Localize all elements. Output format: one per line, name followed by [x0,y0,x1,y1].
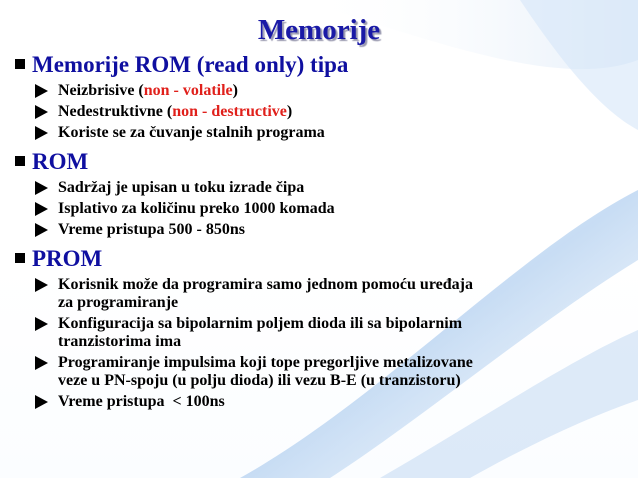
list-item [14,200,626,218]
list-item-line: za programiranje [58,294,179,311]
list-item-line: Programiranje impulsima koji tope pregorljive metalizovane [58,354,473,371]
list-item [14,82,626,100]
list-item-line: Konfiguracija sa bipolarnim poljem dioda ili sa bipolarnim [58,315,463,332]
list-item [14,179,626,197]
arrowhead-bullet-icon [35,278,48,292]
list-item [14,103,626,121]
arrowhead-bullet-icon [35,395,48,409]
section-heading-text: ROM [32,149,89,174]
section-heading-rom-type [14,51,626,79]
list-item-text-end: ) [286,103,293,120]
arrowhead-bullet-icon [35,181,48,195]
square-bullet-icon [15,253,25,263]
list-item-line: veze u PN-spoju (u polju dioda) ili vezu B-E (u tranzistoru) [58,372,461,389]
arrowhead-bullet-icon [35,202,48,216]
square-bullet-icon [15,156,25,166]
list-item-text: Neizbrisive ( [58,82,144,99]
arrowhead-bullet-icon [35,356,48,370]
list-item [14,315,626,351]
list-item-line: Korisnik može da programira samo jednom pomoću uređaja [58,276,473,293]
list-item-text: Vreme pristupa 500 - 850ns [58,221,245,238]
slide-content [14,50,626,411]
slide-title: Memorije [257,14,381,46]
list-item-text: Nedestruktivne ( [58,103,173,120]
list-item-text-end: ) [232,82,238,99]
section-heading-text: Memorije ROM (read only) tipa [32,52,349,77]
highlight-text: non - volatile [143,82,233,99]
list-item [14,276,626,312]
arrowhead-bullet-icon [35,84,48,98]
list-item [14,393,626,411]
list-item-text: Vreme pristupa < 100ns [58,393,225,410]
list-item [14,354,626,390]
highlight-text: non - destructive [172,103,287,120]
arrowhead-bullet-icon [35,126,48,140]
section-heading-prom [14,245,626,273]
arrowhead-bullet-icon [35,317,48,331]
list-item [14,124,626,142]
list-item-line: tranzistorima ima [58,333,182,350]
section-heading-rom [14,148,626,176]
list-item-text: Isplativo za količinu preko 1000 komada [58,200,335,217]
section-heading-text: PROM [32,246,103,271]
list-item [14,221,626,239]
list-item-text: Sadržaj je upisan u toku izrade čipa [58,179,305,196]
arrowhead-bullet-icon [35,223,48,237]
arrowhead-bullet-icon [35,105,48,119]
square-bullet-icon [15,59,25,69]
list-item-text: Koriste se za čuvanje stalnih programa [58,124,325,141]
